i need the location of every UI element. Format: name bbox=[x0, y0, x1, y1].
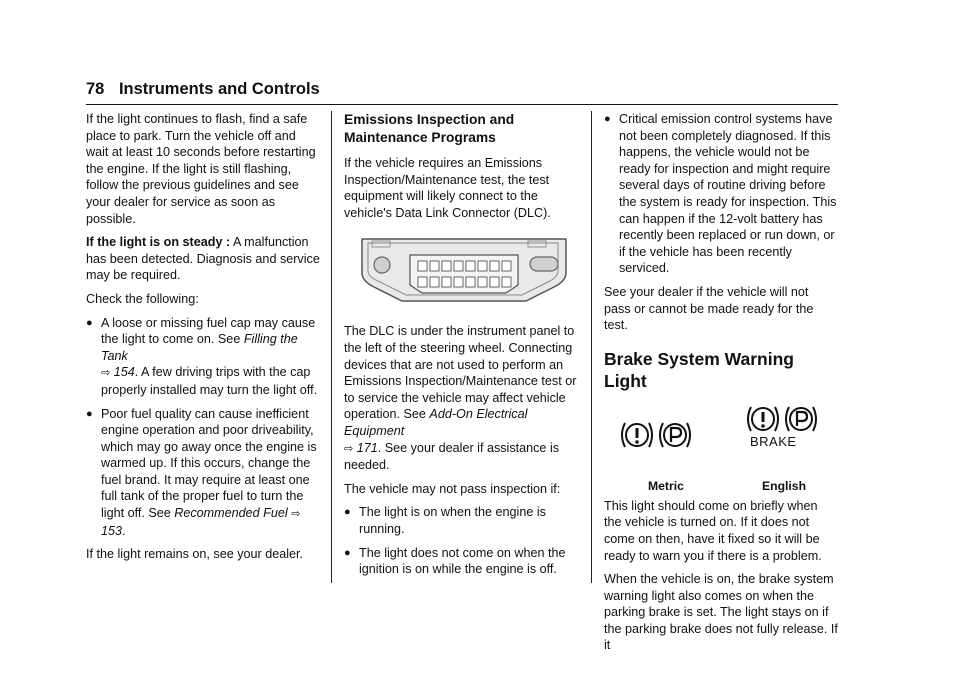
steady-label: If the light is on steady : bbox=[86, 235, 231, 250]
paragraph: The vehicle may not pass inspection if: bbox=[344, 481, 561, 496]
page-ref[interactable]: 154 bbox=[113, 365, 135, 380]
list-item: ● Critical emission control systems have not been completely diagnosed. If this happens, the vehicle would not be ready for inspection and might require several days of routine driving before the system is ready for inspection. This can happen if the 12-volt battery has recently been replaced or run down, or if the vehicle has been recently serviced. bbox=[604, 112, 837, 276]
column-middle bbox=[344, 111, 578, 585]
link-recommended-fuel[interactable]: Recommended Fuel bbox=[174, 506, 288, 521]
subsection-heading: Emissions Inspection and Maintenance Programs bbox=[344, 112, 515, 145]
page-number: 78 bbox=[86, 80, 105, 98]
page-ref[interactable]: 171 bbox=[356, 440, 378, 455]
column-right bbox=[604, 111, 838, 661]
list-item: ● The light does not come on when the ignition is on while the engine is off. bbox=[344, 545, 566, 577]
paragraph: The DLC is under the instrument panel to the left of the steering wheel. Connecting devices that are not used to perform an Emissions Inspection/Maintenance test or to service the vehicle may affect vehicle operation. See Add-On Electrical Equipment ⇨ 171. See your dealer if assistance is needed. bbox=[344, 324, 577, 473]
bullet-icon: ● bbox=[604, 113, 611, 125]
paragraph: This light should come on briefly when the vehicle is turned on. If it does not come on then, have it fixed so it will be ready to warn you if there is a problem. bbox=[604, 498, 822, 563]
link-filling-the-tank[interactable]: Filling the Tank bbox=[101, 332, 298, 363]
paragraph: See your dealer if the vehicle will not pass or cannot be made ready for the test. bbox=[604, 284, 814, 333]
list-item: ● The light is on when the engine is running. bbox=[344, 505, 546, 536]
bullet-icon: ● bbox=[86, 316, 93, 329]
caption-metric: Metric bbox=[648, 478, 684, 493]
list-item: ● Poor fuel quality can cause inefficient engine operation and poor driveability, which may go away once the engine is warmed up. If this occurs, change the fuel brand. It may require at least one full tank of the proper fuel to turn the light off. See Recommended Fuel ⇨ 153. bbox=[86, 406, 317, 538]
page-ref-arrow-icon: ⇨ bbox=[101, 367, 111, 380]
paragraph: If the light is on steady : A malfunction has been detected. Diagnosis and service may be required. bbox=[86, 235, 320, 283]
link-add-on-electrical-equipment[interactable]: Add-On Electrical Equipment bbox=[344, 407, 528, 438]
list-item: ● A loose or missing fuel cap may cause the light to come on. See Filling the Tank ⇨ 154. A few driving trips with the cap properly installed may turn the light off. bbox=[86, 315, 318, 397]
bullet-icon: ● bbox=[86, 407, 93, 420]
bullet-icon: ● bbox=[344, 506, 351, 519]
page-ref-arrow-icon: ⇨ bbox=[344, 442, 354, 455]
column-divider bbox=[331, 111, 332, 583]
brake-warning-english-icon bbox=[744, 402, 820, 436]
bullet-icon: ● bbox=[344, 546, 351, 559]
page-ref[interactable]: 153 bbox=[101, 523, 123, 538]
column-left bbox=[86, 111, 320, 570]
brake-word: BRAKE bbox=[750, 433, 797, 449]
paragraph: When the vehicle is on, the brake system warning light also comes on when the parking brake is set. The light stays on if the parking brake does not fully release. If it bbox=[604, 572, 838, 653]
section-heading: Brake System Warning Light bbox=[604, 348, 794, 391]
paragraph: If the vehicle requires an Emissions Inspection/Maintenance test, the test equipment will likely connect to the vehicle's Data Link Connector (DLC). bbox=[344, 156, 551, 220]
column-divider bbox=[591, 111, 592, 583]
paragraph: If the light remains on, see your dealer. bbox=[86, 547, 304, 562]
page-header-title: Instruments and Controls bbox=[118, 80, 320, 98]
page-ref-arrow-icon: ⇨ bbox=[291, 508, 301, 521]
brake-warning-metric-icon bbox=[618, 418, 694, 452]
caption-english: English bbox=[762, 478, 807, 493]
dlc-connector-illustration bbox=[358, 235, 570, 309]
paragraph: Check the following: bbox=[86, 291, 199, 306]
paragraph: If the light continues to flash, find a safe place to park. Turn the vehicle off and wait at least 10 seconds before restarting the engine. If the light is still flashing, follow the previous guidelines and see your dealer for service as soon as possible. bbox=[86, 112, 316, 226]
page-header bbox=[86, 80, 838, 105]
brake-warning-symbols bbox=[604, 402, 838, 498]
